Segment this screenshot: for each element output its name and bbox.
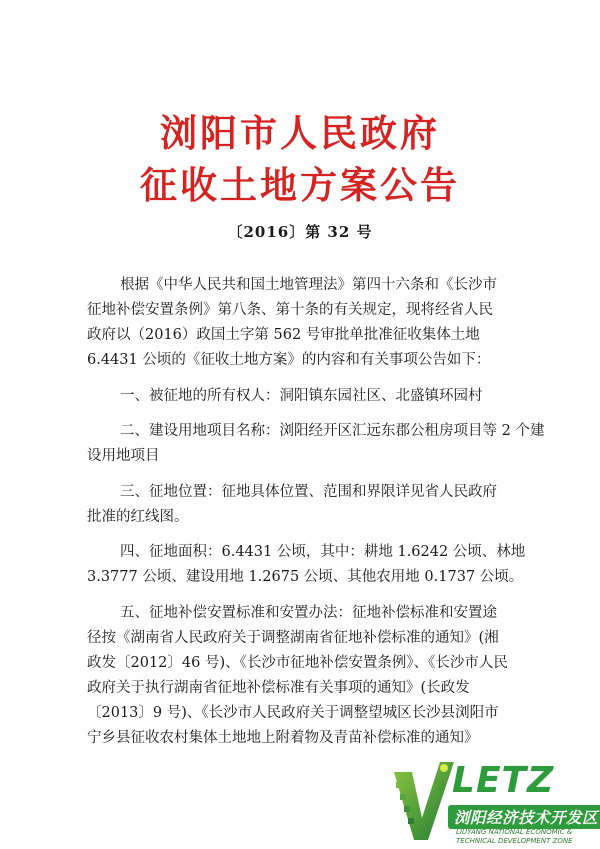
body-line-6: 二、建设用地项目名称：浏阳经开区汇远东郡公租房项目等 2 个建 xyxy=(120,423,545,439)
zone-name-english xyxy=(456,828,573,846)
letz-watermark-logo xyxy=(388,754,600,849)
body-line-17: 宁乡县征收农村集体土地地上附着物及青苗补偿标准的通知》 xyxy=(87,730,479,746)
body-line-13: 径按《湖南省人民政府关于调整湖南省征地补偿标准的通知》(湘 xyxy=(87,630,499,646)
letz-v-mark-icon xyxy=(388,754,458,844)
body-line-1: 根据《中华人民共和国土地管理法》第四十六条和《长沙市 xyxy=(120,277,497,293)
body-line-3: 政府以（2016）政国土字第 562 号审批单批准征收集体土地 xyxy=(87,327,480,343)
title-line-1: 浏阳市人民政府 xyxy=(160,112,440,155)
body-line-5: 一、被征地的所有权人：洞阳镇东园社区、北盛镇环园村 xyxy=(120,388,483,404)
document-number: 〔2016〕第 32 号 xyxy=(227,223,373,241)
letz-brand-text: LETZ xyxy=(452,760,555,801)
body-line-12: 五、征地补偿安置标准和安置办法：征地补偿标准和安置途 xyxy=(120,605,497,621)
body-line-9: 批准的红线图。 xyxy=(87,509,189,525)
body-line-16: 〔2013〕9 号)、《长沙市人民政府关于调整望城区长沙县浏阳市 xyxy=(87,705,499,721)
body-line-8: 三、征地位置：征地具体位置、范围和界限详见省人民政府 xyxy=(120,484,497,500)
zone-name-chinese: 浏阳经济技术开发区 xyxy=(448,805,600,829)
body-line-4: 6.4431 公顷的《征收土地方案》的内容和有关事项公告如下： xyxy=(87,352,491,368)
body-line-15: 政府关于执行湖南省征地补偿标准有关事项的通知》(长政发 xyxy=(87,680,470,696)
body-line-14: 政发〔2012〕46 号)、《长沙市征地补偿安置条例》、《长沙市人民 xyxy=(87,655,508,671)
body-line-10: 四、征地面积：6.4431 公顷，其中：耕地 1.6242 公顷、林地 xyxy=(120,544,526,560)
body-line-2: 征地补偿安置条例》第八条、第十条的有关规定，现将经省人民 xyxy=(87,302,493,318)
title-line-2: 征收土地方案公告 xyxy=(140,164,460,207)
zone-name-english-line-1: LIUYANG NATIONAL ECONOMIC & xyxy=(456,828,573,836)
body-line-11: 3.3777 公顷、建设用地 1.2675 公顷、其他农用地 0.1737 公顷。 xyxy=(87,569,524,585)
body-line-7: 设用地项目 xyxy=(87,448,160,464)
zone-name-english-line-2: TECHNICAL DEVELOPMENT ZONE xyxy=(456,837,573,845)
